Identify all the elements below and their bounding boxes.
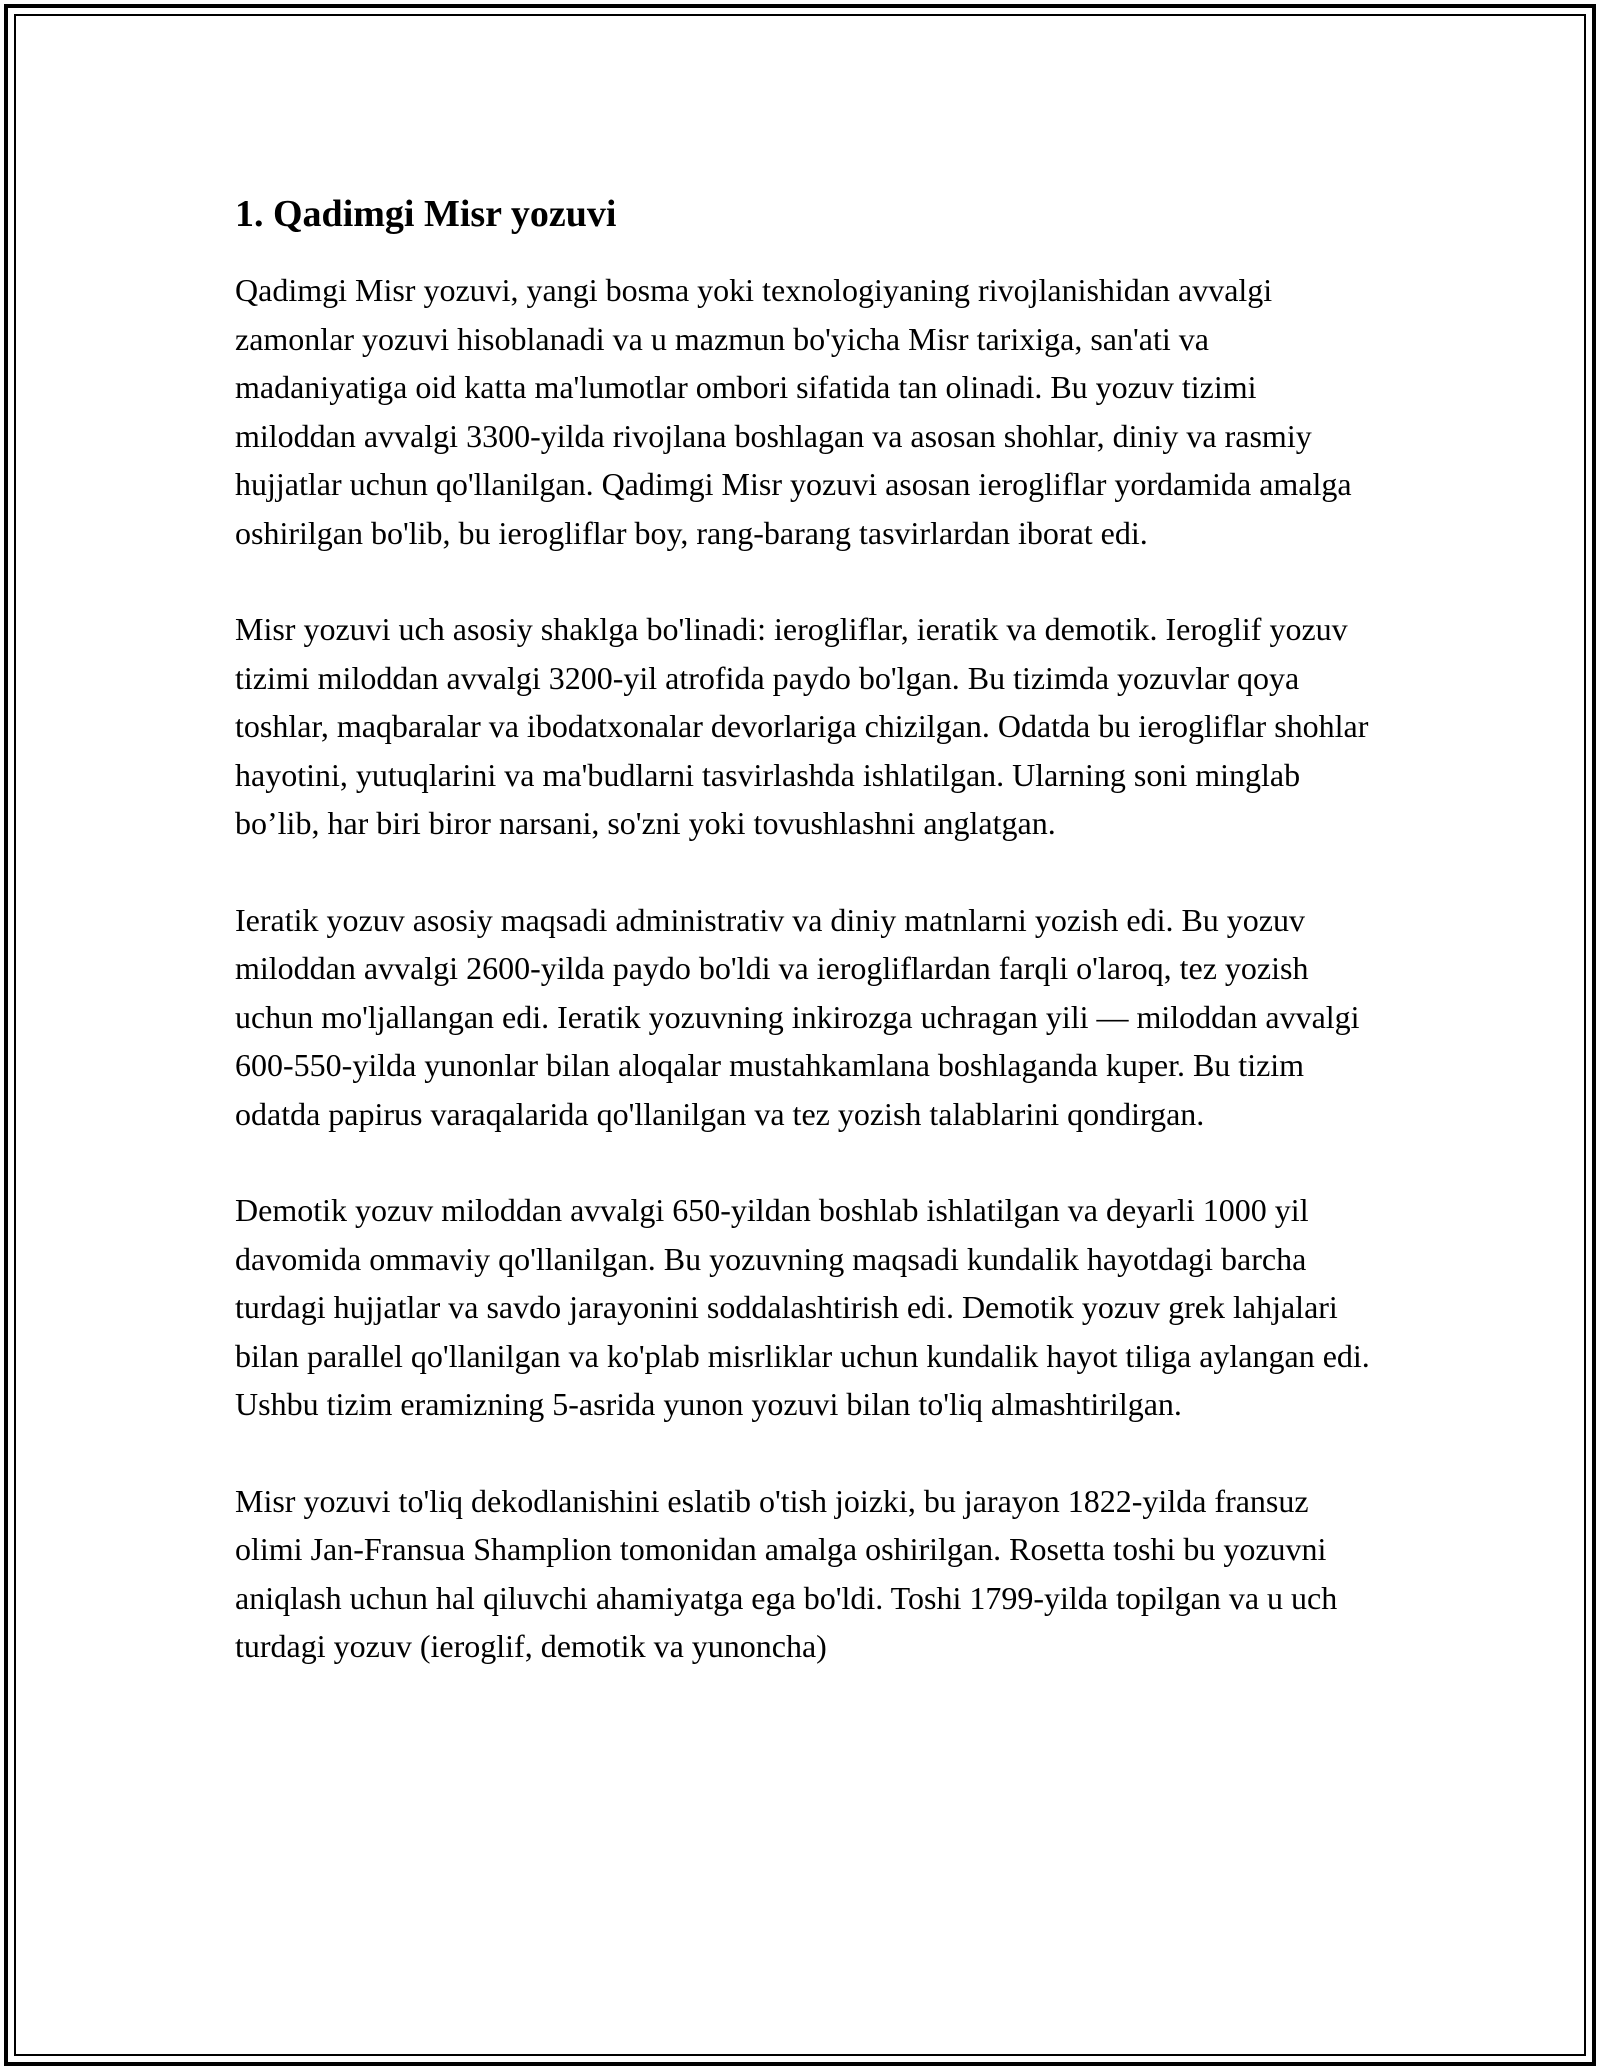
paragraph-demotic: Demotik yozuv miloddan avvalgi 650-yildan boshlab ishlatilgan va deyarli 1000 yil davomida ommaviy qo'llanilgan. Bu yozuvning maqsadi kundalik hayotdagi barcha turdagi hujjatlar va savdo jarayonini soddalashtirish edi. Demotik yozuv grek lahjalari bilan parallel qo'llanilgan va ko'plab misrliklar uchun kundalik hayot tiliga aylangan edi. Ushbu tizim eramizning 5-asrida yunon yozuvi bilan to'liq almashtirilgan.	[235, 1192, 1370, 1422]
paragraph-hieratic: Ieratik yozuv asosiy maqsadi administrativ va diniy matnlarni yozish edi. Bu yozuv miloddan avvalgi 2600-yilda paydo bo'ldi va ierogliflardan farqli o'laroq, tez yozish uchun mo'ljallangan edi. Ieratik yozuvning inkirozga uchragan yili — miloddan avvalgi 600-550-yilda yunonlar bilan aloqalar mustahkamlana boshlaganda kuper. Bu tizim odatda papirus varaqalarida qo'llanilgan va tez yozish talablarini qondirgan.	[235, 901, 1360, 1132]
paragraph-decoding: Misr yozuvi to'liq dekodlanishini eslatib o'tish joizki, bu jarayon 1822-yilda fransuz olimi Jan-Fransua Shamplion tomonidan amalga oshirilgan. Rosetta toshi bu yozuvni aniqlash uchun hal qiluvchi ahamiyatga ega bo'ldi. Toshi 1799-yilda topilgan va u uch turdagi yozuv (ieroglif, demotik va yunoncha)	[235, 1482, 1338, 1664]
paragraph-forms: Misr yozuvi uch asosiy shaklga bo'linadi: ierogliflar, ieratik va demotik. Ieroglif yozuv tizimi miloddan avvalgi 3200-yil atrofida paydo bo'lgan. Bu tizimda yozuvlar qoya toshlar, maqbaralar va ibodatxonalar devorlariga chizilgan. Odatda bu ierogliflar shohlar hayotini, yutuqlarini va ma'budlarni tasvirlashda ishlatilgan. Ularning soni minglab bo’lib, har biri biror narsani, so'zni yoki tovushlashni anglatgan.	[235, 611, 1369, 841]
section-title: 1. Qadimgi Misr yozuvi	[235, 193, 617, 235]
paragraph-intro: Qadimgi Misr yozuvi, yangi bosma yoki texnologiyaning rivojlanishidan avvalgi zamonlar yozuvi hisoblanadi va u mazmun bo'yicha Misr tarixiga, san'ati va madaniyatiga oid katta ma'lumotlar ombori sifatida tan olinadi. Bu yozuv tizimi miloddan avvalgi 3300-yilda rivojlana boshlagan va asosan shohlar, diniy va rasmiy hujjatlar uchun qo'llanilgan. Qadimgi Misr yozuvi asosan ierogliflar yordamida amalga oshirilgan bo'lib, bu ierogliflar boy, rang-barang tasvirlardan iborat edi.	[235, 272, 1352, 551]
document-body	[235, 186, 1375, 1719]
